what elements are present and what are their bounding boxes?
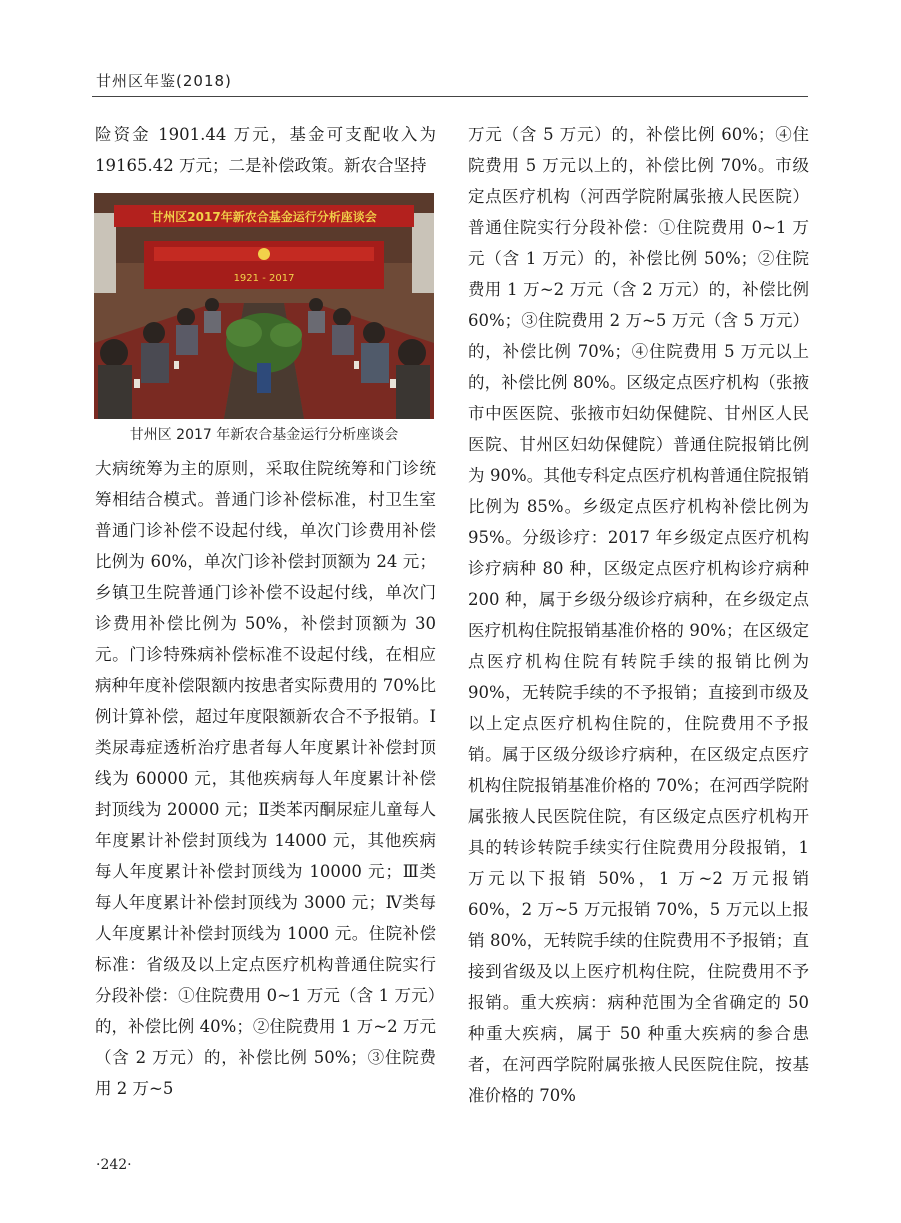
banner-title: 甘州区2017年新农合基金运行分析座谈会 — [151, 210, 377, 224]
page-number: ·242· — [96, 1157, 132, 1173]
right-column-paragraph: 万元（含 5 万元）的，补偿比例 60%；④住院费用 5 万元以上的，补偿比例 70%。市级定点医疗机构（河西学院附属张掖人民医院）普通住院实行分段补偿：①住院费用 0~1 万元（含 1 万元）的，补偿比例 50%；②住院费用 1 万~2 万元（含 2 万元）的，补偿比例 60%；③住院费用 2 万~5 万元（含 5 万元）的，补偿比例 70%；④住院费用 5 万元以上的，补偿比例 80%。区级定点医疗机构（张掖市中医医院、张掖市妇幼保健院、甘州区人民医院、甘州区妇幼保健院）普通住院报销比例为 90%。其他专科定点医疗机构普通住院报销比例为 85%。乡级定点医疗机构补偿比例为 95%。分级诊疗：2017 年乡级定点医疗机构诊疗病种 80 种，区级定点医疗机构诊疗病种 200 种，属于乡级分级诊疗病种，在乡级定点医疗机构住院报销基准价格的 90%；在区级定点医疗机构住院有转院手续的报销比例为 90%，无转院手续的不予报销；直接到市级及以上定点医疗机构住院的，住院费用不予报销。属于区级分级诊疗病种，在区级定点医疗机构住院报销基准价格的 70%；在河西学院附属张掖人民医院住院，有区级定点医疗机构开具的转诊转院手续实行住院费用分段报销，1 万元以下报销 50%，1 万~2 万元报销 60%，2 万~5 万元报销 70%，5 万元以上报销 80%，无转院手续的住院费用不予报销；直接到省级及以上医疗机构住院，住院费用不予报销。重大疾病：病种范围为全省确定的 50 种重大疾病，属于 50 种重大疾病的参合患者，在河西学院附属张掖人民医院住院，按基准价格的 70% — [468, 125, 809, 1105]
left-column-bottom-paragraph: 大病统筹为主的原则，采取住院统筹和门诊统筹相结合模式。普通门诊补偿标准，村卫生室普通门诊补偿不设起付线，单次门诊费用补偿比例为 60%，单次门诊补偿封顶额为 24 元；乡镇卫生院普通门诊补偿不设起付线，单次门诊费用补偿比例为 50%，补偿封顶额为 30 元。门诊特殊病补偿标准不设起付线，在相应病种年度补偿限额内按患者实际费用的 70%比例计算补偿，超过年度限额新农合不予报销。Ⅰ类尿毒症透析治疗患者每人年度累计补偿封顶线为 60000 元，其他疾病每人年度累计补偿封顶线为 20000 元；Ⅱ类苯丙酮尿症儿童每人年度累计补偿封顶线为 14000 元，其他疾病每人年度累计补偿封顶线为 10000 元；Ⅲ类每人年度累计补偿封顶线为 3000 元；Ⅳ类每人年度累计补偿封顶线为 1000 元。住院补偿标准：省级及以上定点医疗机构普通住院实行分段补偿：①住院费用 0~1 万元（含 1 万元）的，补偿比例 40%；②住院费用 1 万~2 万元（含 2 万元）的，补偿比例 50%；③住院费用 2 万~5 — [95, 459, 436, 1098]
right-column — [468, 119, 809, 1111]
left-column-bottom — [95, 453, 436, 1104]
meeting-photo — [94, 193, 434, 419]
photo-caption: 甘州区 2017 年新农合基金运行分析座谈会 — [129, 427, 399, 443]
backdrop-years: 1921 - 2017 — [233, 273, 295, 284]
header-rule — [92, 96, 808, 97]
running-title: 甘州区年鉴(2018) — [96, 72, 232, 90]
meeting-photo-illustration — [94, 193, 434, 419]
left-column-top — [95, 119, 436, 181]
left-column-top-paragraph: 险资金 1901.44 万元，基金可支配收入为 19165.42 万元；二是补偿政策。新农合坚持 — [95, 125, 436, 175]
